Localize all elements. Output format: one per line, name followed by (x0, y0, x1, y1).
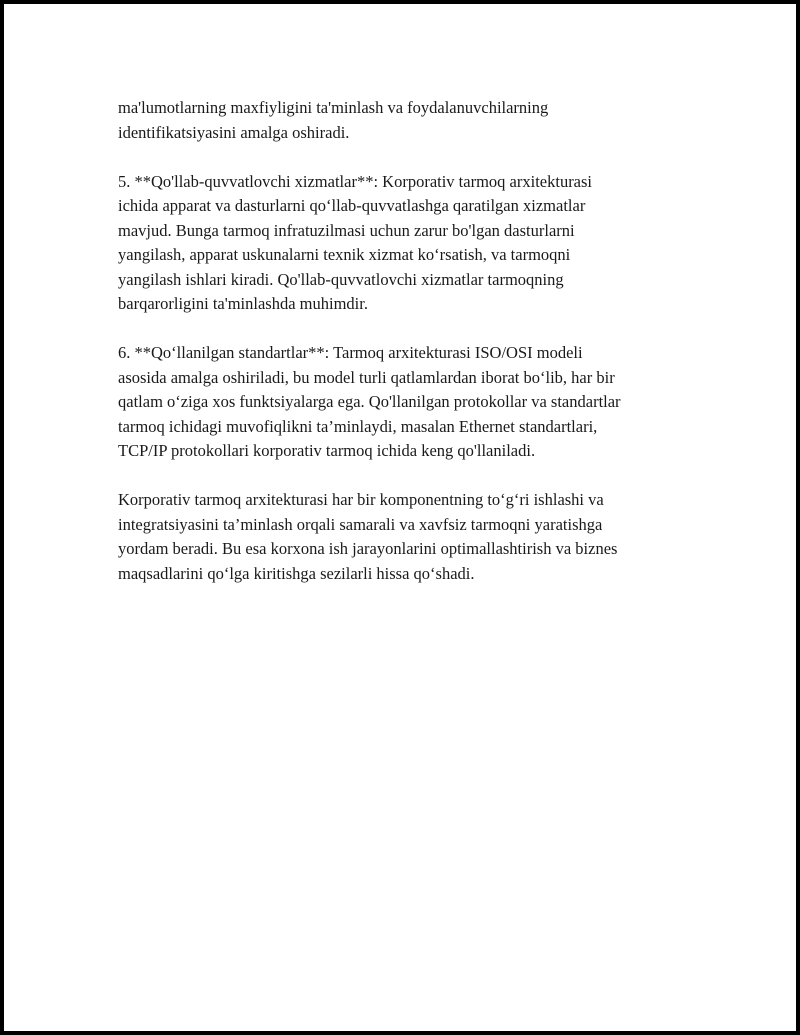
paragraph-standards (118, 341, 690, 464)
paragraph-support-services (118, 170, 690, 317)
text-line: barqarorligini ta'minlashda muhimdir. (118, 294, 368, 313)
text-line: Korporativ tarmoq arxitekturasi har bir komponentning to‘g‘ri ishlashi va (118, 490, 604, 509)
text-line: 5. **Qo'llab-quvvatlovchi xizmatlar**: Korporativ tarmoq arxitekturasi (118, 171, 593, 191)
text-line: qatlam o‘ziga xos funktsiyalarga ega. Qo'llanilgan protokollar va standartlar (118, 392, 621, 411)
text-line: TCP/IP protokollari korporativ tarmoq ichida keng qo'llaniladi. (118, 441, 536, 460)
text-line: maqsadlarini qo‘lga kiritishga sezilarli hissa qo‘shadi. (118, 563, 475, 583)
text-line: asosida amalga oshiriladi, bu model turli qatlamlardan iborat bo‘lib, har bir (118, 367, 615, 387)
text-line: yangilash ishlari kiradi. Qo'llab-quvvatlovchi xizmatlar tarmoqning (118, 269, 564, 289)
text-line: integratsiyasini ta’minlash orqali samarali va xavfsiz tarmoqni yaratishga (118, 514, 603, 534)
text-line: yangilash, apparat uskunalarni texnik xizmat ko‘rsatish, va tarmoqni (118, 245, 571, 264)
text-line: 6. **Qo‘llanilgan standartlar**: Tarmoq arxitekturasi ISO/OSI modeli (118, 343, 583, 362)
paragraph-continuation (118, 96, 690, 145)
text-line: mavjud. Bunga tarmoq infratuzilmasi uchun zarur bo'lgan dasturlarni (118, 220, 575, 240)
text-line: ma'lumotlarning maxfiyligini ta'minlash va foydalanuvchilarning (118, 98, 549, 117)
paragraph-conclusion (118, 488, 690, 586)
text-line: yordam beradi. Bu esa korxona ish jarayonlarini optimallashtirish va biznes (118, 539, 618, 558)
document-body (118, 96, 690, 611)
text-line: tarmoq ichidagi muvofiqlikni ta’minlaydi, masalan Ethernet standartlari, (118, 416, 598, 436)
text-line: ichida apparat va dasturlarni qo‘llab-quvvatlashga qaratilgan xizmatlar (118, 196, 586, 215)
text-line: identifikatsiyasini amalga oshiradi. (118, 122, 350, 142)
